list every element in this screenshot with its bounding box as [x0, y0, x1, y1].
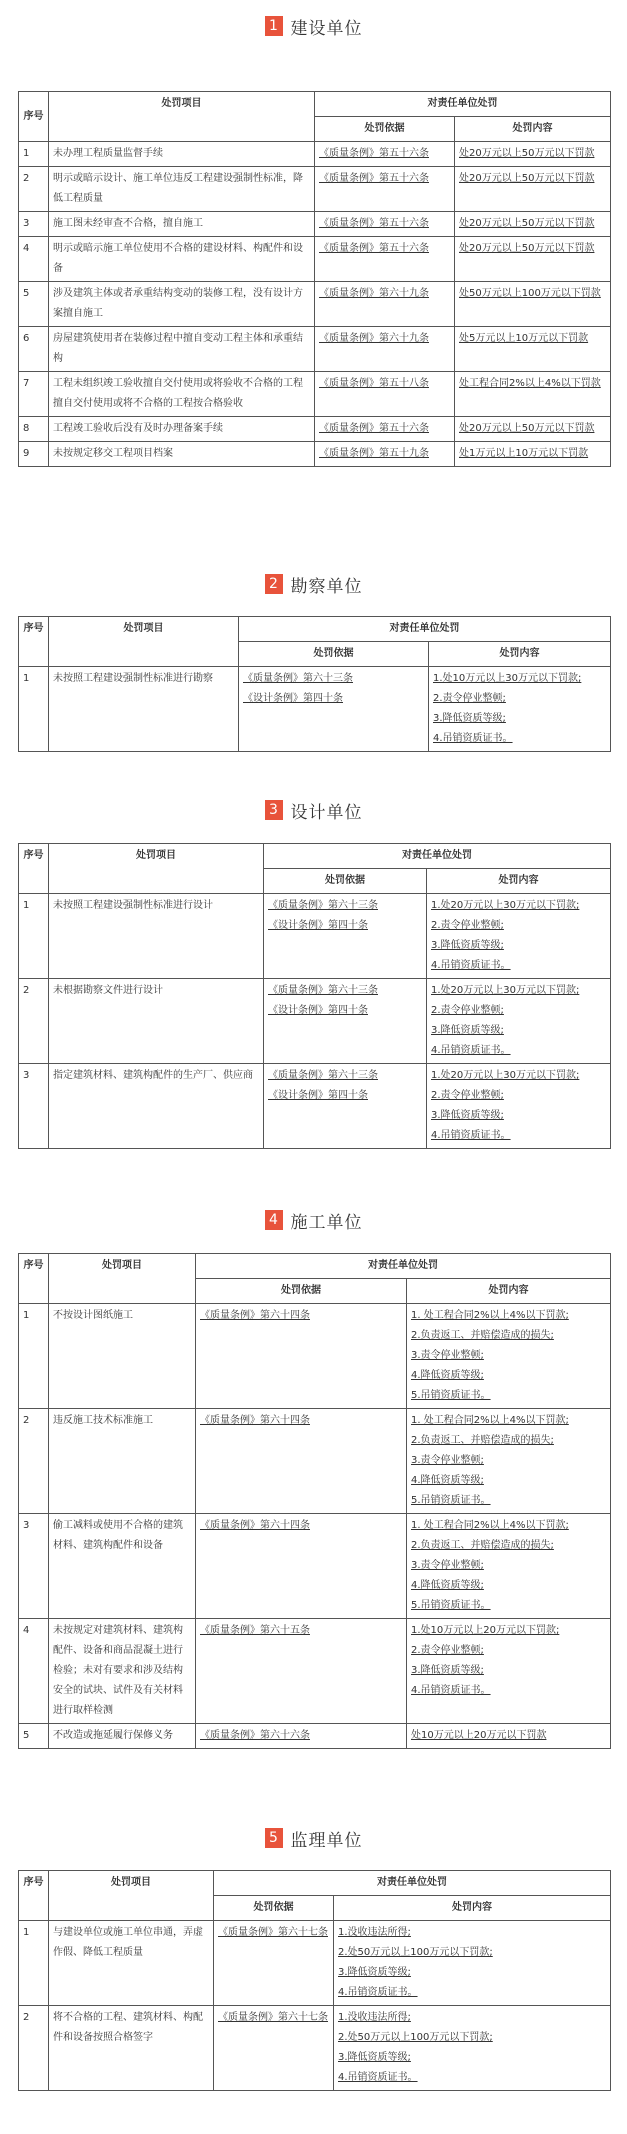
content-line: 处20万元以上50万元以下罚款 — [459, 218, 595, 229]
content-line: 4.吊销资质证书。 — [338, 2072, 418, 2083]
row-item: 明示或暗示设计、施工单位违反工程建设强制性标准，降低工程质量 — [49, 167, 315, 212]
row-content — [334, 1921, 611, 2006]
basis-line: 《质量条例》第六十六条 — [200, 1730, 310, 1741]
table-body — [19, 1921, 611, 2091]
basis-line: 《质量条例》第五十六条 — [319, 173, 429, 184]
row-seq: 3 — [19, 212, 49, 237]
row-content — [455, 212, 611, 237]
content-line: 1. 处工程合同2%以上4%以下罚款; — [411, 1415, 569, 1426]
row-basis — [239, 667, 429, 752]
section-title-text: 设计单位 — [290, 802, 363, 823]
row-item: 工程竣工验收后没有及时办理备案手续 — [49, 417, 315, 442]
header-item: 处罚项目 — [49, 92, 315, 142]
header-item: 处罚项目 — [49, 844, 264, 894]
table-row — [19, 327, 611, 372]
row-basis — [214, 2006, 334, 2091]
table-row — [19, 237, 611, 282]
content-line: 2.责令停业整顿; — [431, 1005, 504, 1016]
table-row — [19, 142, 611, 167]
header-basis: 处罚依据 — [264, 869, 427, 894]
row-content — [455, 282, 611, 327]
content-line: 1.处20万元以上30万元以下罚款; — [431, 985, 580, 996]
table-row — [19, 1724, 611, 1749]
row-item: 工程未组织竣工验收擅自交付使用或将验收不合格的工程擅自交付使用或将不合格的工程按合格验收 — [49, 372, 315, 417]
table-row — [19, 1409, 611, 1514]
section-title-1 — [0, 14, 627, 38]
content-line: 3.降低资质等级; — [431, 1110, 504, 1121]
row-basis — [315, 372, 455, 417]
row-seq: 1 — [19, 1304, 49, 1409]
row-seq: 4 — [19, 237, 49, 282]
header-group: 对责任单位处罚 — [315, 92, 611, 117]
content-line: 3.降低资质等级; — [411, 1665, 484, 1676]
table-body — [19, 894, 611, 1149]
content-line: 4.吊销资质证书。 — [338, 1987, 418, 1998]
content-line: 4.吊销资质证书。 — [433, 733, 513, 744]
row-content — [427, 1064, 611, 1149]
row-seq: 9 — [19, 442, 49, 467]
table-row — [19, 2006, 611, 2091]
section-number-badge: 2 — [265, 574, 283, 594]
row-seq: 2 — [19, 1409, 49, 1514]
section-number-badge: 4 — [265, 1210, 283, 1230]
basis-line: 《设计条例》第四十条 — [243, 693, 343, 704]
section-title-4 — [0, 1208, 627, 1232]
content-line: 处20万元以上50万元以下罚款 — [459, 243, 595, 254]
table-header-row — [19, 1871, 611, 1896]
content-line: 处20万元以上50万元以下罚款 — [459, 423, 595, 434]
row-seq: 1 — [19, 667, 49, 752]
row-content — [407, 1514, 611, 1619]
row-seq: 4 — [19, 1619, 49, 1724]
table-row — [19, 1064, 611, 1149]
table-row — [19, 894, 611, 979]
section-title-2 — [0, 572, 627, 596]
content-line: 3.降低资质等级; — [431, 1025, 504, 1036]
row-item: 将不合格的工程、建筑材料、构配件和设备按照合格签字 — [49, 2006, 214, 2091]
row-item: 未根据勘察文件进行设计 — [49, 979, 264, 1064]
header-content: 处罚内容 — [455, 117, 611, 142]
row-seq: 3 — [19, 1514, 49, 1619]
table-row — [19, 417, 611, 442]
content-line: 4.降低资质等级; — [411, 1580, 484, 1591]
row-seq: 1 — [19, 1921, 49, 2006]
table-row — [19, 1304, 611, 1409]
row-content — [455, 442, 611, 467]
row-seq: 3 — [19, 1064, 49, 1149]
basis-line: 《质量条例》第六十三条 — [268, 900, 378, 911]
content-line: 2.负责返工、并赔偿造成的损失; — [411, 1330, 554, 1341]
basis-line: 《质量条例》第五十六条 — [319, 243, 429, 254]
row-basis — [315, 282, 455, 327]
basis-line: 《设计条例》第四十条 — [268, 1005, 368, 1016]
header-seq: 序号 — [19, 844, 49, 894]
header-seq: 序号 — [19, 1871, 49, 1921]
row-seq: 5 — [19, 1724, 49, 1749]
header-seq: 序号 — [19, 1254, 49, 1304]
header-item: 处罚项目 — [49, 1254, 196, 1304]
row-content — [455, 237, 611, 282]
section-title-text: 建设单位 — [290, 18, 363, 39]
content-line: 处5万元以上10万元以下罚款 — [459, 333, 589, 344]
row-item: 未按照工程建设强制性标准进行设计 — [49, 894, 264, 979]
basis-line: 《质量条例》第六十三条 — [268, 985, 378, 996]
content-line: 2.处50万元以上100万元以下罚款; — [338, 2032, 493, 2043]
basis-line: 《质量条例》第五十八条 — [319, 378, 429, 389]
row-basis — [196, 1514, 407, 1619]
basis-line: 《质量条例》第六十四条 — [200, 1520, 310, 1531]
row-basis — [315, 417, 455, 442]
basis-line: 《质量条例》第六十三条 — [268, 1070, 378, 1081]
table-row — [19, 282, 611, 327]
row-basis — [315, 237, 455, 282]
table-row — [19, 1619, 611, 1724]
row-content — [427, 979, 611, 1064]
content-line: 3.责令停业整顿; — [411, 1560, 484, 1571]
content-line: 1.处20万元以上30万元以下罚款; — [431, 900, 580, 911]
row-content — [455, 417, 611, 442]
row-content — [407, 1724, 611, 1749]
basis-line: 《质量条例》第五十六条 — [319, 423, 429, 434]
content-line: 4.降低资质等级; — [411, 1475, 484, 1486]
table-row — [19, 212, 611, 237]
basis-line: 《质量条例》第六十三条 — [243, 673, 353, 684]
basis-line: 《质量条例》第六十四条 — [200, 1310, 310, 1321]
table-body — [19, 667, 611, 752]
basis-line: 《质量条例》第六十四条 — [200, 1415, 310, 1426]
content-line: 3.降低资质等级; — [338, 2052, 411, 2063]
row-item: 指定建筑材料、建筑构配件的生产厂、供应商 — [49, 1064, 264, 1149]
row-item: 未办理工程质量监督手续 — [49, 142, 315, 167]
row-item: 施工图未经审查不合格，擅自施工 — [49, 212, 315, 237]
row-item: 不按设计图纸施工 — [49, 1304, 196, 1409]
content-line: 4.吊销资质证书。 — [431, 1130, 511, 1141]
table-header-row — [19, 92, 611, 117]
content-line: 4.吊销资质证书。 — [431, 960, 511, 971]
header-group: 对责任单位处罚 — [264, 844, 611, 869]
content-line: 1.处10万元以上30万元以下罚款; — [433, 673, 582, 684]
content-line: 5.吊销资质证书。 — [411, 1390, 491, 1401]
row-basis — [196, 1409, 407, 1514]
header-seq: 序号 — [19, 617, 49, 667]
row-item: 违反施工技术标准施工 — [49, 1409, 196, 1514]
content-line: 2.处50万元以上100万元以下罚款; — [338, 1947, 493, 1958]
row-content — [407, 1304, 611, 1409]
content-line: 2.负责返工、并赔偿造成的损失; — [411, 1540, 554, 1551]
row-seq: 2 — [19, 2006, 49, 2091]
row-basis — [196, 1619, 407, 1724]
row-seq: 7 — [19, 372, 49, 417]
row-seq: 5 — [19, 282, 49, 327]
table-header-row — [19, 844, 611, 869]
row-seq: 2 — [19, 167, 49, 212]
content-line: 处1万元以上10万元以下罚款 — [459, 448, 589, 459]
header-item: 处罚项目 — [49, 617, 239, 667]
penalty-table-2 — [18, 616, 611, 752]
row-basis — [214, 1921, 334, 2006]
row-seq: 6 — [19, 327, 49, 372]
header-basis: 处罚依据 — [315, 117, 455, 142]
table-header-row — [19, 1254, 611, 1279]
table-row — [19, 167, 611, 212]
header-content: 处罚内容 — [427, 869, 611, 894]
section-title-text: 监理单位 — [290, 1830, 363, 1851]
row-basis — [264, 979, 427, 1064]
basis-line: 《质量条例》第六十五条 — [200, 1625, 310, 1636]
table-row — [19, 1514, 611, 1619]
content-line: 1.没收违法所得; — [338, 1927, 411, 1938]
row-seq: 1 — [19, 894, 49, 979]
table-body — [19, 1304, 611, 1749]
section-title-text: 勘察单位 — [290, 576, 363, 597]
row-item: 未按规定移交工程项目档案 — [49, 442, 315, 467]
section-number-badge: 5 — [265, 1828, 283, 1848]
content-line: 1.处10万元以上20万元以下罚款; — [411, 1625, 560, 1636]
row-basis — [196, 1304, 407, 1409]
row-item: 明示或暗示施工单位使用不合格的建设材料、构配件和设备 — [49, 237, 315, 282]
table-row — [19, 372, 611, 417]
section-title-text: 施工单位 — [290, 1212, 363, 1233]
row-basis — [264, 894, 427, 979]
penalty-table-4 — [18, 1253, 611, 1749]
header-item: 处罚项目 — [49, 1871, 214, 1921]
content-line: 5.吊销资质证书。 — [411, 1600, 491, 1611]
header-content: 处罚内容 — [334, 1896, 611, 1921]
content-line: 1. 处工程合同2%以上4%以下罚款; — [411, 1310, 569, 1321]
row-item: 未按照工程建设强制性标准进行勘察 — [49, 667, 239, 752]
content-line: 3.降低资质等级; — [433, 713, 506, 724]
table-row — [19, 667, 611, 752]
content-line: 3.责令停业整顿; — [411, 1455, 484, 1466]
content-line: 3.降低资质等级; — [431, 940, 504, 951]
content-line: 处50万元以上100万元以下罚款 — [459, 288, 601, 299]
content-line: 2.责令停业整顿; — [431, 920, 504, 931]
header-content: 处罚内容 — [407, 1279, 611, 1304]
header-group: 对责任单位处罚 — [196, 1254, 611, 1279]
header-basis: 处罚依据 — [196, 1279, 407, 1304]
content-line: 3.降低资质等级; — [338, 1967, 411, 1978]
row-basis — [315, 442, 455, 467]
row-content — [455, 327, 611, 372]
table-row — [19, 1921, 611, 2006]
row-basis — [315, 167, 455, 212]
table-header-row — [19, 617, 611, 642]
content-line: 2.责令停业整顿; — [411, 1645, 484, 1656]
content-line: 3.责令停业整顿; — [411, 1350, 484, 1361]
section-number-badge: 1 — [265, 16, 283, 36]
header-content: 处罚内容 — [429, 642, 611, 667]
row-basis — [315, 142, 455, 167]
header-seq: 序号 — [19, 92, 49, 142]
header-basis: 处罚依据 — [239, 642, 429, 667]
row-content — [334, 2006, 611, 2091]
row-basis — [196, 1724, 407, 1749]
content-line: 2.负责返工、并赔偿造成的损失; — [411, 1435, 554, 1446]
row-content — [407, 1619, 611, 1724]
content-line: 1.处20万元以上30万元以下罚款; — [431, 1070, 580, 1081]
penalty-table-3 — [18, 843, 611, 1149]
basis-line: 《质量条例》第六十九条 — [319, 333, 429, 344]
content-line: 处20万元以上50万元以下罚款 — [459, 173, 595, 184]
basis-line: 《设计条例》第四十条 — [268, 920, 368, 931]
content-line: 处20万元以上50万元以下罚款 — [459, 148, 595, 159]
basis-line: 《质量条例》第六十七条 — [218, 2012, 328, 2023]
table-row — [19, 979, 611, 1064]
row-content — [407, 1409, 611, 1514]
row-item: 涉及建筑主体或者承重结构变动的装修工程，没有设计方案擅自施工 — [49, 282, 315, 327]
row-content — [455, 167, 611, 212]
row-content — [455, 372, 611, 417]
content-line: 处10万元以上20万元以下罚款 — [411, 1730, 547, 1741]
content-line: 2.责令停业整顿; — [433, 693, 506, 704]
content-line: 4.降低资质等级; — [411, 1370, 484, 1381]
content-line: 处工程合同2%以上4%以下罚款 — [459, 378, 601, 389]
table-body — [19, 142, 611, 467]
row-item: 不改造或拖延履行保修义务 — [49, 1724, 196, 1749]
content-line: 1. 处工程合同2%以上4%以下罚款; — [411, 1520, 569, 1531]
row-basis — [315, 327, 455, 372]
content-line: 1.没收违法所得; — [338, 2012, 411, 2023]
row-seq: 1 — [19, 142, 49, 167]
header-basis: 处罚依据 — [214, 1896, 334, 1921]
header-group: 对责任单位处罚 — [239, 617, 611, 642]
row-seq: 8 — [19, 417, 49, 442]
row-basis — [264, 1064, 427, 1149]
row-item: 与建设单位或施工单位串通，弄虚作假、降低工程质量 — [49, 1921, 214, 2006]
basis-line: 《质量条例》第五十六条 — [319, 218, 429, 229]
content-line: 4.吊销资质证书。 — [431, 1045, 511, 1056]
row-content — [429, 667, 611, 752]
section-title-3 — [0, 798, 627, 822]
basis-line: 《质量条例》第六十九条 — [319, 288, 429, 299]
table-row — [19, 442, 611, 467]
row-item: 未按规定对建筑材料、建筑构配件、设备和商品混凝土进行检验；未对有要求和涉及结构安全的试块、试件及有关材料进行取样检测 — [49, 1619, 196, 1724]
row-basis — [315, 212, 455, 237]
content-line: 5.吊销资质证书。 — [411, 1495, 491, 1506]
basis-line: 《质量条例》第五十九条 — [319, 448, 429, 459]
content-line: 4.吊销资质证书。 — [411, 1685, 491, 1696]
row-item: 偷工减料或使用不合格的建筑材料、建筑构配件和设备 — [49, 1514, 196, 1619]
content-line: 2.责令停业整顿; — [431, 1090, 504, 1101]
row-seq: 2 — [19, 979, 49, 1064]
header-group: 对责任单位处罚 — [214, 1871, 611, 1896]
basis-line: 《质量条例》第五十六条 — [319, 148, 429, 159]
basis-line: 《设计条例》第四十条 — [268, 1090, 368, 1101]
row-content — [427, 894, 611, 979]
section-title-5 — [0, 1826, 627, 1850]
basis-line: 《质量条例》第六十七条 — [218, 1927, 328, 1938]
row-content — [455, 142, 611, 167]
penalty-table-5 — [18, 1870, 611, 2091]
section-number-badge: 3 — [265, 800, 283, 820]
penalty-table-1 — [18, 91, 611, 467]
row-item: 房屋建筑使用者在装修过程中擅自变动工程主体和承重结构 — [49, 327, 315, 372]
